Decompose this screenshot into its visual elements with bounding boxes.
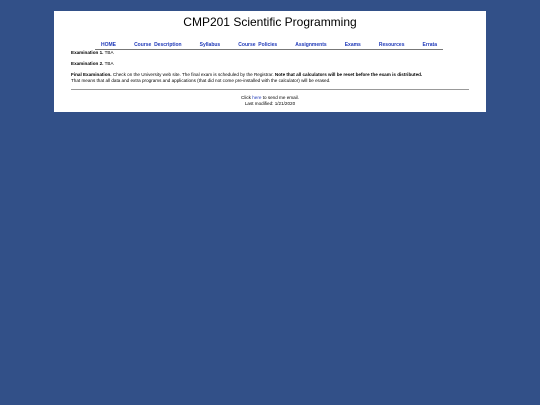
final-exam-line2: That means that all data and extra programs and applications (that did not come pre-installed with the calculator) will be erased. bbox=[71, 78, 331, 83]
nav-link-assignments[interactable]: Assignments bbox=[295, 42, 327, 48]
footer-click-suffix: to send me email. bbox=[261, 95, 299, 100]
final-exam-label: Final Examination. bbox=[71, 72, 112, 77]
final-exam-note: Note that all calculators will be reset before the exam is distributed. bbox=[274, 72, 423, 77]
footer bbox=[54, 95, 486, 107]
divider bbox=[71, 89, 469, 90]
exam1-paragraph bbox=[71, 50, 471, 56]
last-modified: Last modified: 1/21/2020 bbox=[244, 101, 296, 106]
nav-link-syllabus[interactable]: Syllabus bbox=[199, 42, 221, 48]
page-title: CMP201 Scientific Programming bbox=[183, 15, 357, 29]
nav-link-course-policies[interactable]: Course Policies bbox=[238, 42, 278, 48]
content-panel bbox=[54, 11, 486, 112]
nav-link-course-description[interactable]: Course Description bbox=[134, 42, 182, 48]
footer-click-prefix: Click bbox=[241, 95, 253, 100]
final-exam-paragraph bbox=[71, 72, 471, 84]
exam2-paragraph bbox=[71, 61, 471, 67]
email-link[interactable]: here bbox=[252, 95, 262, 100]
exam1-label: Examination 1. bbox=[71, 50, 104, 55]
exam2-label: Examination 2. bbox=[71, 61, 104, 66]
nav-link-errata[interactable]: Errata bbox=[422, 42, 437, 48]
nav-link-resources[interactable]: Resources bbox=[378, 42, 405, 48]
nav-link-home[interactable]: HOME bbox=[101, 42, 116, 48]
final-exam-text: Check on the University web site. The final exam is scheduled by the Registrar. bbox=[111, 72, 275, 77]
exam1-value: TBA bbox=[103, 50, 114, 55]
exam2-value: TBA bbox=[103, 61, 114, 66]
nav-link-exams[interactable]: Exams bbox=[344, 42, 361, 48]
nav-bar bbox=[95, 42, 443, 50]
